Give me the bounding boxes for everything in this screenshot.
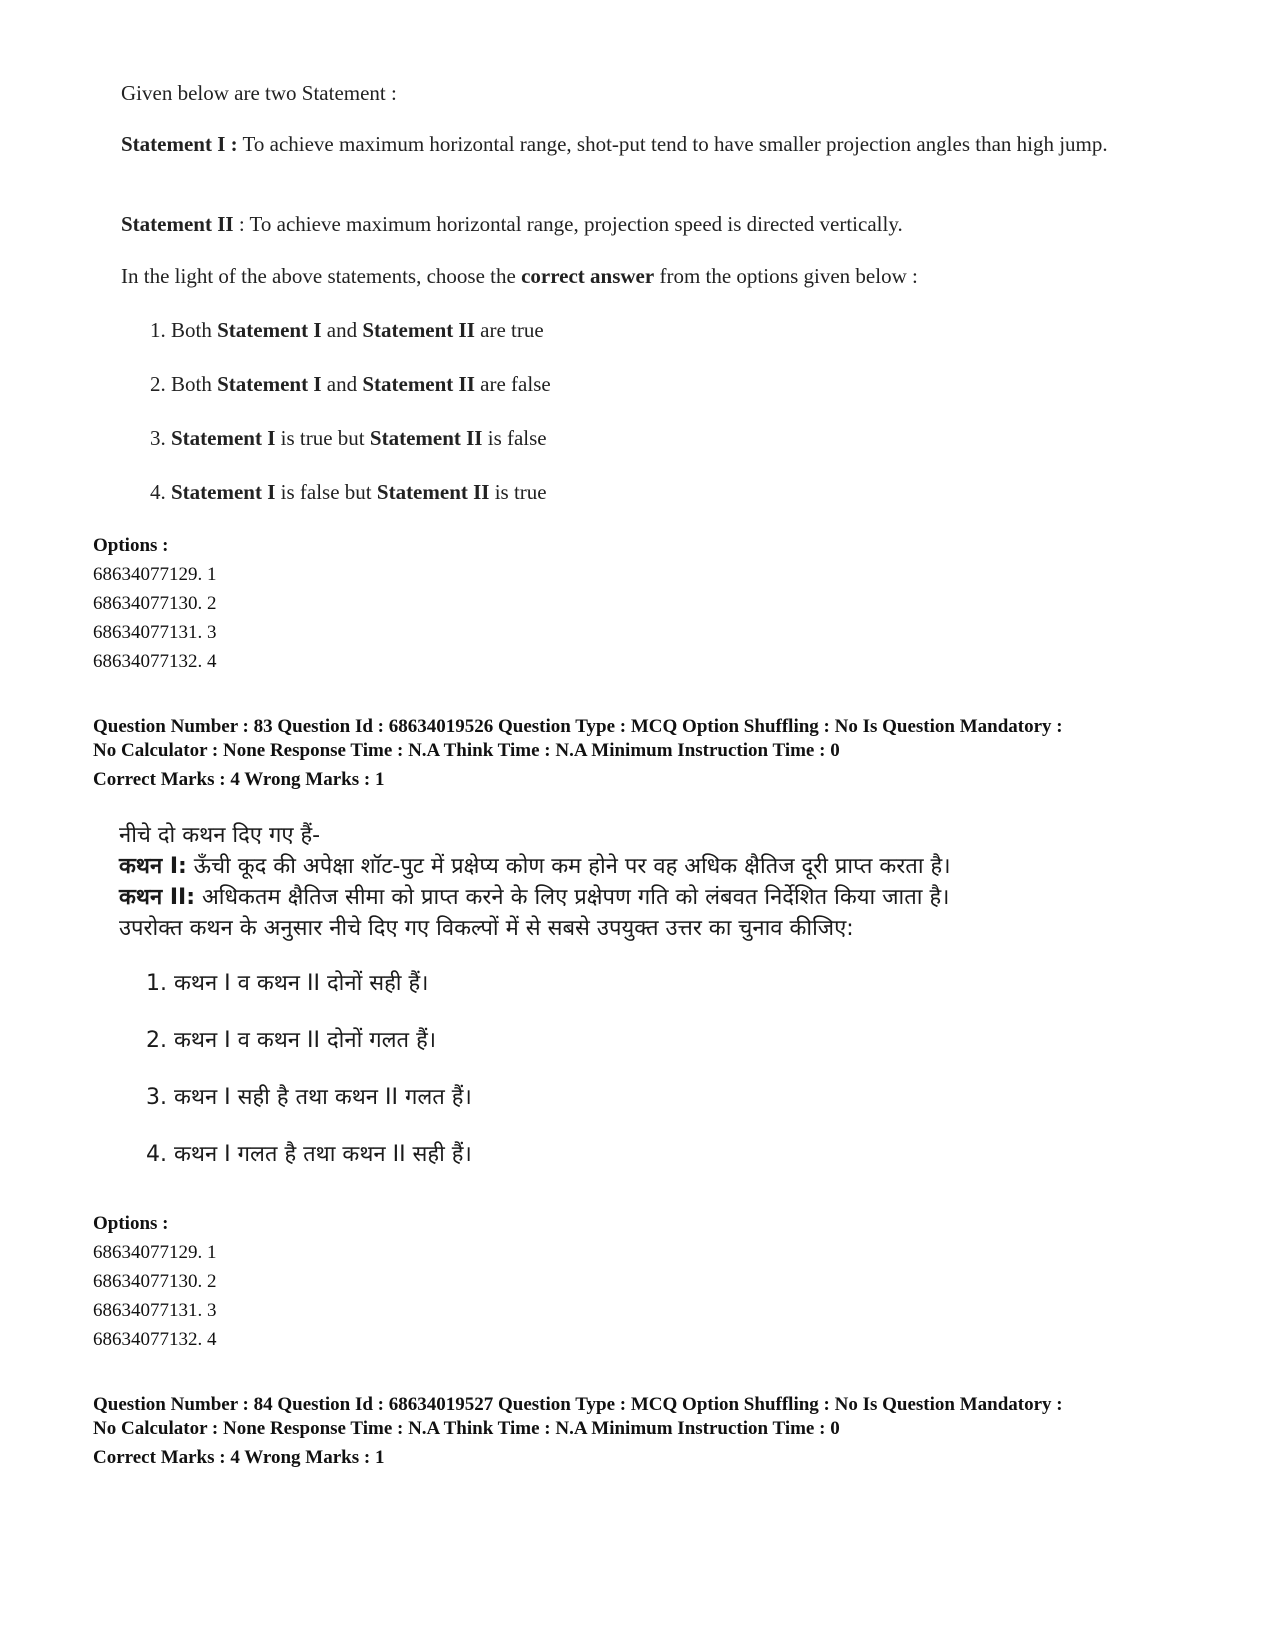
choice-bold: Statement II bbox=[376, 480, 490, 504]
choice-mid: and bbox=[321, 318, 363, 342]
choice-mid: is true but bbox=[275, 426, 370, 450]
question-intro: Given below are two Statement : bbox=[121, 81, 397, 105]
option-id-line: 68634077130. 2 bbox=[93, 593, 217, 614]
option-id-line: 68634077130. 2 bbox=[93, 1271, 217, 1292]
choice-bold: Statement I bbox=[217, 372, 322, 396]
choice-1 bbox=[150, 317, 544, 344]
statement-2-text: : To achieve maximum horizontal range, projection speed is directed vertically. bbox=[233, 212, 903, 236]
options-list-2 bbox=[93, 1209, 217, 1354]
choice-3 bbox=[150, 425, 547, 452]
hindi-choice-3: 3. कथन I सही है तथा कथन II गलत हैं। bbox=[146, 1085, 472, 1110]
choice-bold: Statement I bbox=[171, 426, 276, 450]
option-id-line: 68634077129. 1 bbox=[93, 564, 217, 585]
choice-mid: is false but bbox=[275, 480, 377, 504]
choice-num: 3. bbox=[150, 426, 171, 450]
instruction-pre: In the light of the above statements, choose the bbox=[121, 264, 522, 288]
choice-bold: Statement II bbox=[362, 372, 475, 396]
choice-bold: Statement II bbox=[369, 426, 483, 450]
meta-marks: Correct Marks : 4 Wrong Marks : 1 bbox=[93, 1447, 385, 1468]
choice-2 bbox=[150, 371, 551, 398]
instruction-post: from the options given below : bbox=[654, 264, 918, 288]
option-id-line: 68634077129. 1 bbox=[93, 1242, 217, 1263]
question-instruction bbox=[121, 263, 918, 290]
hindi-statement-1 bbox=[119, 851, 951, 882]
choice-4 bbox=[150, 479, 547, 506]
hindi-choice-1: 1. कथन I व कथन II दोनों सही हैं। bbox=[146, 971, 429, 996]
choice-num: 2. Both bbox=[150, 372, 218, 396]
choice-end: are false bbox=[474, 372, 551, 396]
statement-1-label: Statement I : bbox=[121, 132, 238, 156]
choice-bold: Statement I bbox=[171, 480, 276, 504]
statement-1-text: To achieve maximum horizontal range, shot-put tend to have smaller projection angles than high jump. bbox=[237, 132, 1108, 156]
options-list-1 bbox=[93, 531, 217, 676]
statement-2-label: Statement II bbox=[121, 212, 234, 236]
hindi-statement-2-text: अधिकतम क्षैतिज सीमा को प्राप्त करने के लिए प्रक्षेपण गति को लंबवत निर्देशित किया जाता है। bbox=[195, 885, 950, 910]
meta-line-2: No Calculator : None Response Time : N.A Think Time : N.A Minimum Instruction Time : 0 bbox=[93, 740, 840, 761]
option-id-line: 68634077132. 4 bbox=[93, 1329, 217, 1350]
choice-end: is true bbox=[489, 480, 547, 504]
instruction-bold: correct answer bbox=[521, 264, 655, 288]
hindi-intro: नीचे दो कथन दिए गए हैं- bbox=[119, 823, 321, 848]
choice-mid: and bbox=[321, 372, 363, 396]
question-84-meta bbox=[93, 1393, 1243, 1470]
hindi-statement-1-text: ऊँची कूद की अपेक्षा शॉट-पुट में प्रक्षेप्य कोण कम होने पर वह अधिक क्षैतिज दूरी प्राप्त करता है। bbox=[186, 854, 951, 879]
choice-num: 4. bbox=[150, 480, 171, 504]
hindi-choice-2: 2. कथन I व कथन II दोनों गलत हैं। bbox=[146, 1028, 437, 1053]
statement-1 bbox=[121, 131, 1201, 158]
option-id-line: 68634077132. 4 bbox=[93, 651, 217, 672]
hindi-statement-1-label: कथन I: bbox=[119, 854, 187, 879]
question-83-meta bbox=[93, 715, 1243, 792]
meta-line-2: No Calculator : None Response Time : N.A Think Time : N.A Minimum Instruction Time : 0 bbox=[93, 1418, 840, 1439]
hindi-statement-2 bbox=[119, 882, 949, 913]
statement-2 bbox=[121, 211, 903, 238]
option-id-line: 68634077131. 3 bbox=[93, 1300, 217, 1321]
hindi-statement-2-label: कथन II: bbox=[119, 885, 195, 910]
meta-line-1: Question Number : 84 Question Id : 68634019527 Question Type : MCQ Option Shuffling : No Is Question Mandatory : bbox=[93, 1394, 1063, 1415]
options-heading: Options : bbox=[93, 1213, 169, 1234]
meta-line-1: Question Number : 83 Question Id : 68634019526 Question Type : MCQ Option Shuffling : No Is Question Mandatory : bbox=[93, 716, 1063, 737]
options-heading: Options : bbox=[93, 535, 169, 556]
hindi-instruction: उपरोक्त कथन के अनुसार नीचे दिए गए विकल्पों में से सबसे उपयुक्त उत्तर का चुनाव कीजिए: bbox=[119, 916, 854, 941]
choice-end: are true bbox=[474, 318, 544, 342]
choice-bold: Statement I bbox=[217, 318, 322, 342]
choice-num: 1. Both bbox=[150, 318, 218, 342]
option-id-line: 68634077131. 3 bbox=[93, 622, 217, 643]
choice-end: is false bbox=[482, 426, 547, 450]
hindi-choice-4: 4. कथन I गलत है तथा कथन II सही हैं। bbox=[146, 1142, 472, 1167]
choice-bold: Statement II bbox=[362, 318, 475, 342]
meta-marks: Correct Marks : 4 Wrong Marks : 1 bbox=[93, 769, 385, 790]
